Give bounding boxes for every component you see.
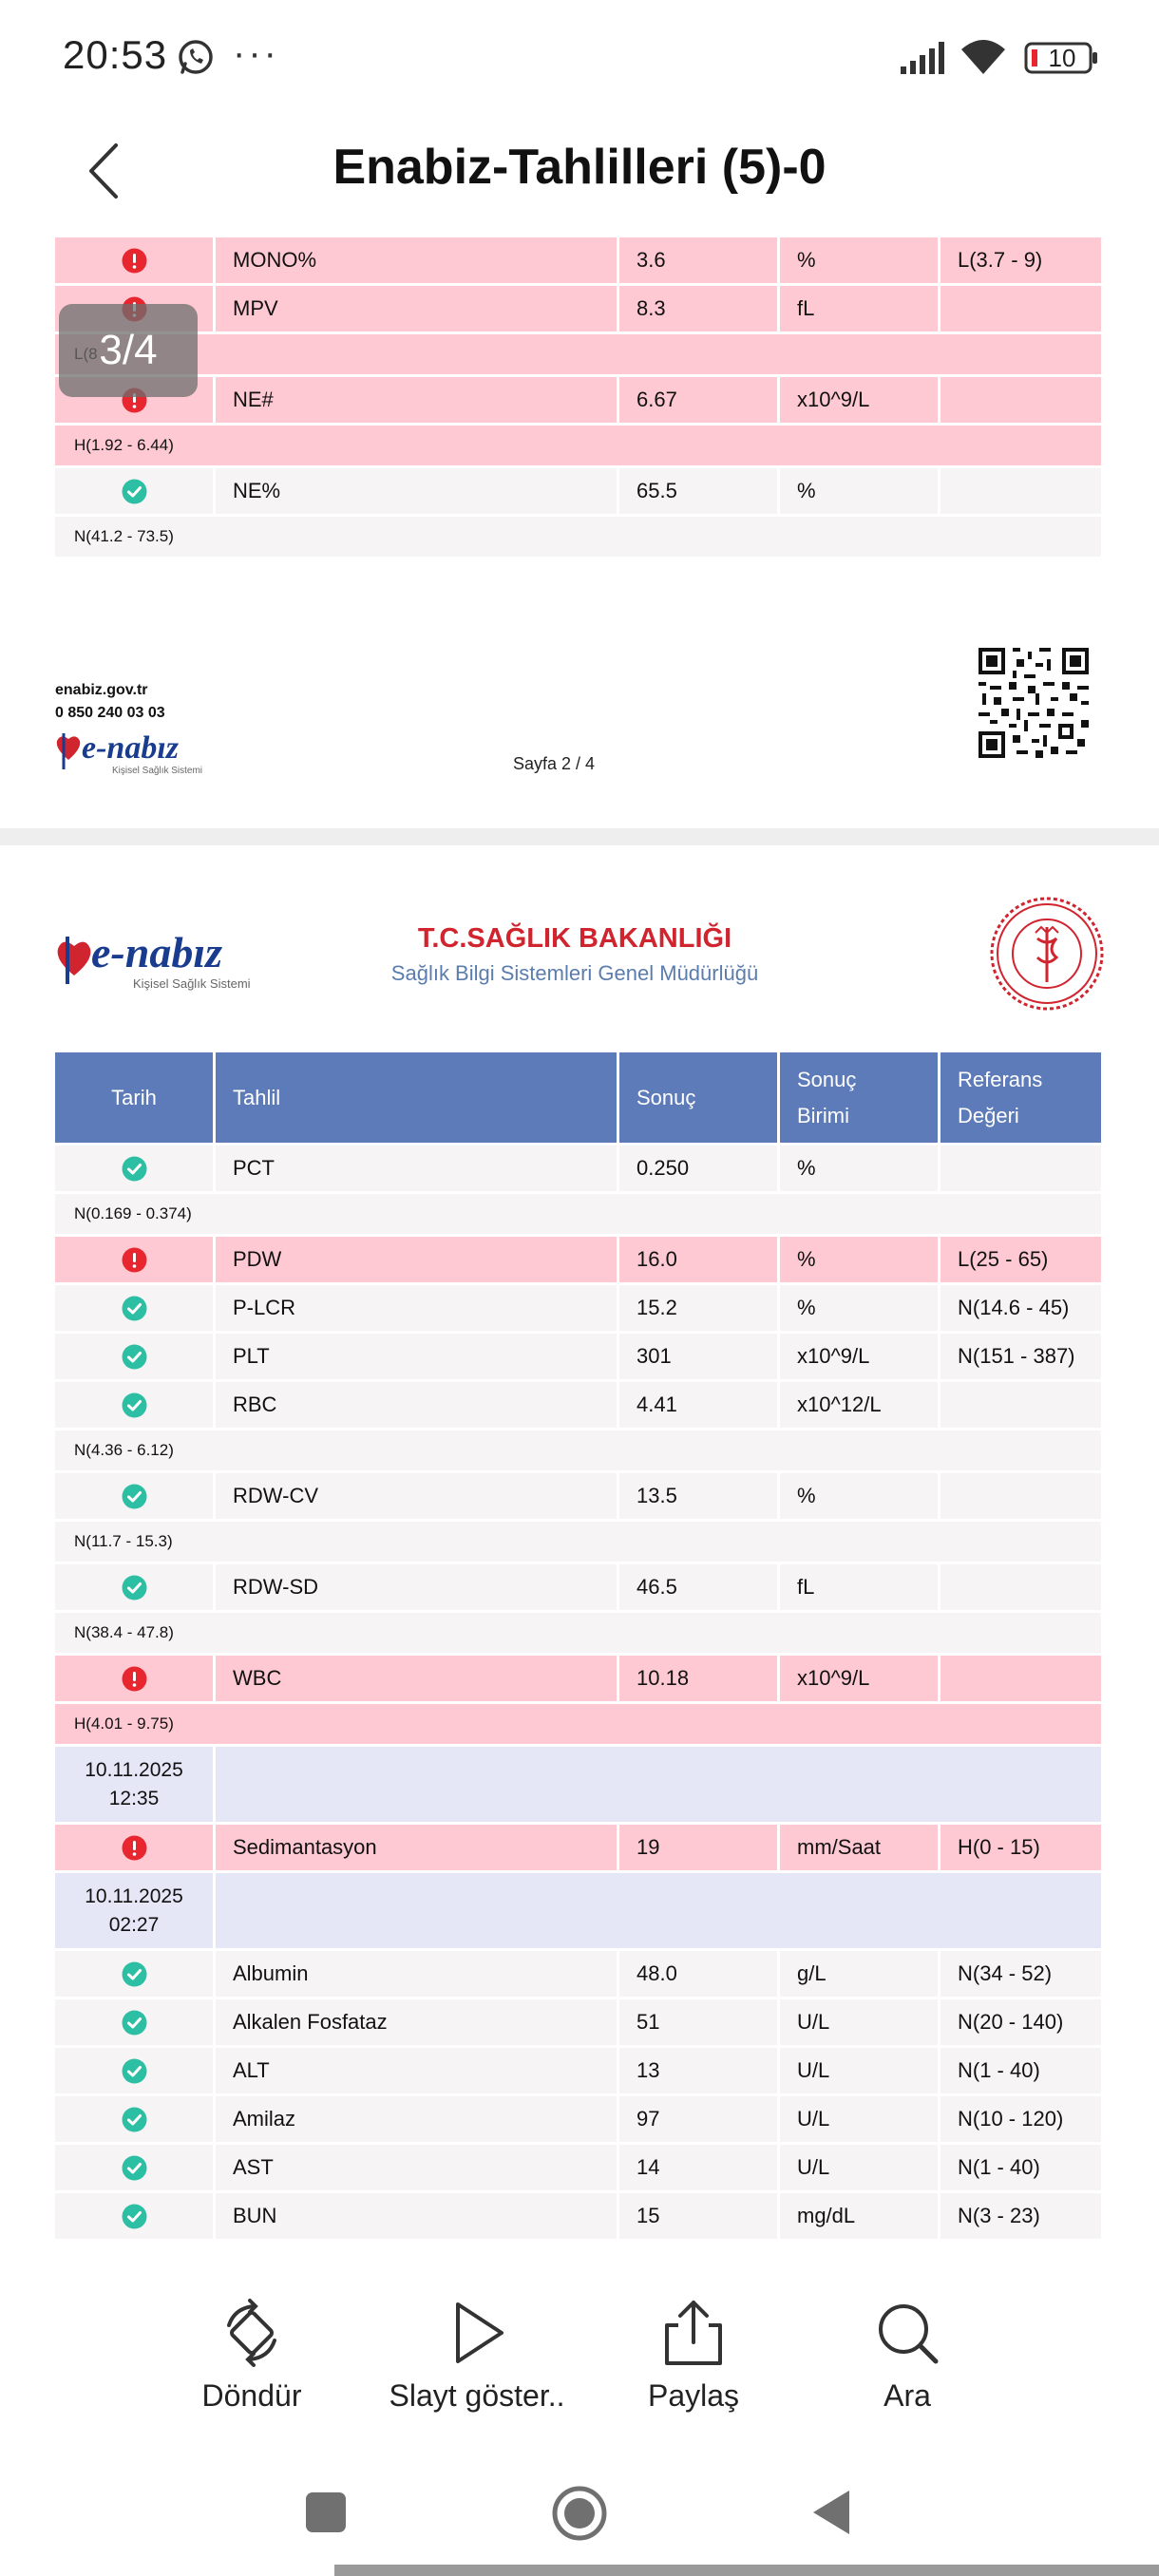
check-icon	[122, 1392, 147, 1418]
check-icon	[122, 479, 147, 504]
test-name: RBC	[216, 1382, 619, 1430]
column-header-date: Tarih	[55, 1052, 216, 1146]
check-icon	[122, 2058, 147, 2084]
reference-row	[55, 334, 1104, 377]
alert-icon	[122, 1666, 147, 1692]
status-cell	[55, 468, 216, 517]
reference-range: H(1.92 - 6.44)	[55, 426, 1104, 468]
status-cell	[55, 1237, 216, 1285]
status-cell	[55, 2145, 216, 2193]
test-unit: mg/dL	[780, 2193, 940, 2242]
test-name: NE%	[216, 468, 619, 517]
time-value: 12:35	[108, 1787, 160, 1809]
test-result: 10.18	[619, 1656, 780, 1704]
test-reference	[940, 1382, 1104, 1430]
slideshow-label: Slayt göster..	[389, 2378, 565, 2413]
enabiz-logo	[55, 923, 283, 995]
column-header-reference-line1: Referans	[958, 1067, 1043, 1091]
more-notifications-icon: ···	[233, 32, 279, 74]
table-row	[55, 237, 1104, 286]
rotate-button[interactable]	[147, 2297, 356, 2430]
test-reference: H(0 - 15)	[940, 1825, 1104, 1873]
table-row	[55, 2048, 1104, 2096]
test-name: P-LCR	[216, 1285, 619, 1334]
reference-range: N(11.7 - 15.3)	[55, 1522, 1104, 1564]
scroll-indicator	[334, 2565, 1159, 2576]
date-row-filler	[216, 1873, 1104, 1951]
test-reference: N(34 - 52)	[940, 1951, 1104, 1999]
page-number: Sayfa 2 / 4	[513, 754, 596, 773]
test-unit: %	[780, 1146, 940, 1194]
slideshow-button[interactable]	[372, 2297, 581, 2430]
check-icon	[122, 2107, 147, 2132]
battery-level: 10	[1048, 44, 1076, 72]
test-reference: N(10 - 120)	[940, 2096, 1104, 2145]
test-reference	[940, 1564, 1104, 1613]
table-row	[55, 1999, 1104, 2048]
test-name: PDW	[216, 1237, 619, 1285]
test-name: PLT	[216, 1334, 619, 1382]
test-result: 51	[619, 1999, 780, 2048]
test-reference	[940, 377, 1104, 426]
play-icon	[441, 2297, 513, 2369]
rotate-icon	[216, 2297, 288, 2369]
whatsapp-icon	[177, 38, 215, 76]
check-icon	[122, 1484, 147, 1509]
table-row	[55, 1146, 1104, 1194]
table-row	[55, 1473, 1104, 1522]
check-icon	[122, 1156, 147, 1182]
column-header-unit-line2: Birimi	[797, 1103, 849, 1127]
reference-range: N(4.36 - 6.12)	[55, 1430, 1104, 1473]
svg-text:e-nabız: e-nabız	[82, 730, 179, 766]
test-reference: N(1 - 40)	[940, 2145, 1104, 2193]
test-name: Alkalen Fosfataz	[216, 1999, 619, 2048]
test-unit: %	[780, 1285, 940, 1334]
test-result: 97	[619, 2096, 780, 2145]
reference-row	[55, 517, 1104, 559]
check-icon	[122, 1961, 147, 1987]
date-cell	[55, 1747, 216, 1825]
test-reference	[940, 1656, 1104, 1704]
lab-results-table	[55, 1052, 1104, 2242]
test-reference: N(151 - 387)	[940, 1334, 1104, 1382]
search-icon	[871, 2297, 943, 2369]
lab-results-table-page-2	[55, 237, 1104, 559]
status-cell	[55, 1564, 216, 1613]
test-reference: L(3.7 - 9)	[940, 237, 1104, 286]
reference-range: N(41.2 - 73.5)	[55, 517, 1104, 559]
test-result: 48.0	[619, 1951, 780, 1999]
status-cell	[55, 237, 216, 286]
status-cell	[55, 1285, 216, 1334]
table-row	[55, 1825, 1104, 1873]
phone-number: 0 850 240 03 03	[55, 705, 165, 721]
test-unit: U/L	[780, 1999, 940, 2048]
search-button[interactable]	[803, 2297, 1012, 2430]
test-result: 46.5	[619, 1564, 780, 1613]
test-name: RDW-CV	[216, 1473, 619, 1522]
status-time: 20:53	[63, 32, 168, 77]
alert-icon	[122, 1835, 147, 1861]
reference-row	[55, 1522, 1104, 1564]
test-result: 19	[619, 1825, 780, 1873]
test-reference: L(25 - 65)	[940, 1237, 1104, 1285]
rotate-label: Döndür	[201, 2378, 302, 2413]
reference-row	[55, 1613, 1104, 1656]
table-row	[55, 1237, 1104, 1285]
back-nav-button[interactable]	[809, 2489, 853, 2536]
status-cell	[55, 2048, 216, 2096]
page-separator	[0, 828, 1159, 845]
test-unit: fL	[780, 1564, 940, 1613]
document-title: Enabiz-Tahlilleri (5)-0	[332, 140, 826, 195]
status-cell	[55, 1656, 216, 1704]
test-result: 16.0	[619, 1237, 780, 1285]
test-unit: x10^9/L	[780, 1656, 940, 1704]
reference-range	[55, 334, 1104, 377]
home-button[interactable]	[551, 2485, 608, 2542]
test-result: 301	[619, 1334, 780, 1382]
check-icon	[122, 1344, 147, 1370]
table-row	[55, 2096, 1104, 2145]
check-icon	[122, 2204, 147, 2229]
bottom-toolbar	[0, 2261, 1159, 2432]
table-row	[55, 286, 1104, 334]
status-cell	[55, 2193, 216, 2242]
reference-row	[55, 1704, 1104, 1747]
reference-range: H(4.01 - 9.75)	[55, 1704, 1104, 1747]
test-name: Sedimantasyon	[216, 1825, 619, 1873]
test-name: ALT	[216, 2048, 619, 2096]
test-unit: %	[780, 237, 940, 286]
test-name: PCT	[216, 1146, 619, 1194]
test-name: Albumin	[216, 1951, 619, 1999]
test-reference: N(14.6 - 45)	[940, 1285, 1104, 1334]
table-row	[55, 1382, 1104, 1430]
date-group-row	[55, 1747, 1104, 1825]
time-value: 02:27	[108, 1913, 160, 1936]
svg-text:e-nabız: e-nabız	[91, 928, 222, 976]
date-cell	[55, 1873, 216, 1951]
date-value: 10.11.2025	[85, 1758, 183, 1781]
search-label: Ara	[884, 2378, 931, 2413]
column-header-unit	[780, 1052, 940, 1146]
ministry-title: T.C.SAĞLIK BAKANLIĞI	[417, 923, 732, 954]
share-button[interactable]	[589, 2297, 798, 2430]
test-unit: fL	[780, 286, 940, 334]
svg-text:Kişisel Sağlık Sistemi: Kişisel Sağlık Sistemi	[112, 766, 203, 776]
recent-apps-button[interactable]	[304, 2491, 348, 2534]
reference-row	[55, 426, 1104, 468]
table-row	[55, 1285, 1104, 1334]
site-url: enabiz.gov.tr	[55, 682, 148, 698]
column-header-result: Sonuç	[619, 1052, 780, 1146]
column-header-test: Tahlil	[216, 1052, 619, 1146]
document-page-3[interactable]	[0, 845, 1159, 2251]
status-cell	[55, 1146, 216, 1194]
test-unit: mm/Saat	[780, 1825, 940, 1873]
status-cell	[55, 2096, 216, 2145]
status-cell	[55, 1473, 216, 1522]
date-value: 10.11.2025	[85, 1885, 183, 1907]
status-cell	[55, 1825, 216, 1873]
status-cell	[55, 1951, 216, 1999]
test-unit: %	[780, 1237, 940, 1285]
column-header-reference-line2: Değeri	[958, 1103, 1019, 1127]
status-bar	[0, 0, 1159, 114]
test-unit: U/L	[780, 2048, 940, 2096]
test-result: 3.6	[619, 237, 780, 286]
table-row	[55, 1951, 1104, 1999]
wifi-icon	[960, 36, 1007, 76]
table-row	[55, 1564, 1104, 1613]
test-name: WBC	[216, 1656, 619, 1704]
column-header-reference	[940, 1052, 1104, 1146]
system-nav-bar	[0, 2432, 1159, 2576]
signal-icon	[901, 42, 948, 74]
status-cell	[55, 1382, 216, 1430]
test-unit: U/L	[780, 2096, 940, 2145]
reference-range: N(0.169 - 0.374)	[55, 1194, 1104, 1237]
test-reference	[940, 286, 1104, 334]
test-name: MPV	[216, 286, 619, 334]
alert-icon	[122, 248, 147, 274]
table-row	[55, 2193, 1104, 2242]
table-row	[55, 1334, 1104, 1382]
check-icon	[122, 1575, 147, 1601]
test-result: 65.5	[619, 468, 780, 517]
svg-text:Kişisel Sağlık Sistemi: Kişisel Sağlık Sistemi	[133, 976, 251, 991]
reference-range: N(38.4 - 47.8)	[55, 1613, 1104, 1656]
ministry-subtitle: Sağlık Bilgi Sistemleri Genel Müdürlüğü	[390, 961, 759, 985]
test-name: Amilaz	[216, 2096, 619, 2145]
test-unit: U/L	[780, 2145, 940, 2193]
ministry-seal-icon	[988, 895, 1106, 1013]
test-result: 13	[619, 2048, 780, 2096]
test-name: BUN	[216, 2193, 619, 2242]
page-indicator: 3/4	[59, 304, 198, 397]
reference-row	[55, 1194, 1104, 1237]
test-unit: g/L	[780, 1951, 940, 1999]
test-result: 14	[619, 2145, 780, 2193]
test-reference: N(3 - 23)	[940, 2193, 1104, 2242]
test-result: 13.5	[619, 1473, 780, 1522]
column-header-unit-line1: Sonuç	[797, 1067, 857, 1091]
test-unit: x10^9/L	[780, 377, 940, 426]
test-result: 15.2	[619, 1285, 780, 1334]
qr-code	[978, 648, 1089, 758]
status-cell	[55, 1999, 216, 2048]
share-icon	[657, 2297, 730, 2369]
test-result: 15	[619, 2193, 780, 2242]
test-result: 6.67	[619, 377, 780, 426]
table-row	[55, 377, 1104, 426]
check-icon	[122, 2155, 147, 2181]
test-reference: N(1 - 40)	[940, 2048, 1104, 2096]
alert-icon	[122, 1247, 147, 1273]
status-cell	[55, 1334, 216, 1382]
date-group-row	[55, 1873, 1104, 1951]
date-row-filler	[216, 1747, 1104, 1825]
test-unit: %	[780, 468, 940, 517]
test-result: 8.3	[619, 286, 780, 334]
test-name: NE#	[216, 377, 619, 426]
test-unit: x10^9/L	[780, 1334, 940, 1382]
test-unit: %	[780, 1473, 940, 1522]
test-name: MONO%	[216, 237, 619, 286]
table-row	[55, 468, 1104, 517]
share-label: Paylaş	[647, 2378, 740, 2413]
check-icon	[122, 2010, 147, 2036]
test-reference	[940, 1146, 1104, 1194]
table-row	[55, 2145, 1104, 2193]
test-unit: x10^12/L	[780, 1382, 940, 1430]
test-name: RDW-SD	[216, 1564, 619, 1613]
test-reference	[940, 468, 1104, 517]
test-name: AST	[216, 2145, 619, 2193]
reference-row	[55, 1430, 1104, 1473]
test-result: 4.41	[619, 1382, 780, 1430]
enabiz-logo	[55, 728, 226, 779]
test-reference	[940, 1473, 1104, 1522]
table-row	[55, 1656, 1104, 1704]
test-result: 0.250	[619, 1146, 780, 1194]
test-reference: N(20 - 140)	[940, 1999, 1104, 2048]
check-icon	[122, 1296, 147, 1321]
